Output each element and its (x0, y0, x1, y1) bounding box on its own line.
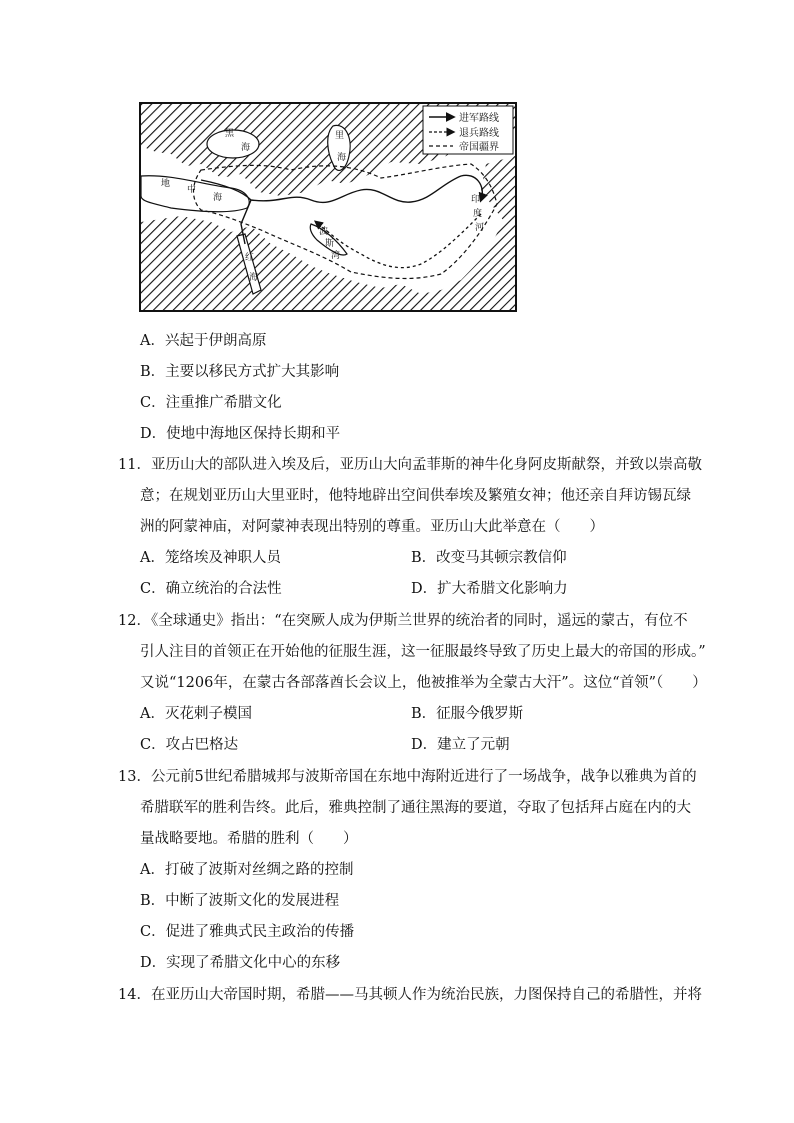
map-svg (141, 104, 515, 310)
retreat-route (316, 214, 481, 268)
map-label-med-2: 中 (187, 185, 197, 195)
q11-stem-line-3: 洲的阿蒙神庙，对阿蒙神表现出特别的尊重。亚历山大此举意在（ ） (140, 519, 604, 535)
q11-option-c[interactable]: C．确立统治的合法性 (140, 581, 282, 597)
map-label-red-sea-2: 海 (249, 273, 259, 283)
q13-option-b[interactable]: B．中断了波斯文化的发展进程 (140, 893, 340, 909)
map-legend (423, 106, 513, 154)
legend-border: 帝国疆界 (459, 142, 499, 153)
map-label-indus-3: 河 (475, 223, 485, 233)
legend-retreat: 退兵路线 (459, 128, 499, 139)
map-label-gulf-1: 波 (319, 227, 329, 237)
q13-option-d[interactable]: D．实现了希腊文化中心的东移 (140, 955, 341, 971)
q12-stem-line-2: 引人注目的首领正在开始他的征服生涯，这一征服最终导致了历史上最大的帝国的形成。” (140, 644, 706, 660)
q11-option-b[interactable]: B．改变马其顿宗教信仰 (411, 550, 567, 566)
map-label-red-sea-1: 红 (245, 253, 255, 263)
q13-stem-line-3: 量战略要地。希腊的胜利（ ） (140, 831, 358, 847)
q10-option-b[interactable]: B．主要以移民方式扩大其影响 (140, 364, 340, 380)
q11-option-d[interactable]: D．扩大希腊文化影响力 (411, 581, 568, 597)
q11-option-a[interactable]: A．笼络埃及神职人员 (140, 550, 281, 566)
legend-advance: 进军路线 (459, 113, 499, 124)
q12-option-a[interactable]: A．灭花剌子模国 (140, 706, 252, 722)
map-label-indus-1: 印 (471, 195, 481, 205)
q13-option-c[interactable]: C．促进了雅典式民主政治的传播 (140, 924, 355, 940)
map-label-indus-2: 度 (473, 209, 483, 219)
q14-stem-line-1: 14．在亚历山大帝国时期，希腊——马其顿人作为统治民族，力图保持自己的希腊性，并将 (118, 987, 702, 1003)
q10-option-d[interactable]: D．使地中海地区保持长期和平 (140, 426, 341, 442)
map-label-black-sea-1: 黑 (225, 129, 235, 139)
q12-stem-line-3: 又说“1206年，在蒙古各部落酋长会议上，他被推举为全蒙古大汗”。这位“首领”（ ） (140, 675, 707, 691)
map-label-gulf-3: 湾 (331, 251, 341, 261)
alexander-campaign-map (139, 102, 517, 312)
q13-stem-line-2: 希腊联军的胜利告终。此后，雅典控制了通往黑海的要道，夺取了包括拜占庭在内的大 (140, 800, 691, 816)
q12-option-c[interactable]: C．攻占巴格达 (140, 737, 239, 753)
map-label-black-sea-2: 海 (241, 143, 251, 153)
q11-stem-line-2: 意；在规划亚历山大里亚时，他特地辟出空间供奉埃及繁殖女神；他还亲自拜访锡瓦绿 (140, 488, 691, 504)
q10-option-a[interactable]: A．兴起于伊朗高原 (140, 333, 267, 349)
map-label-med-1: 地 (161, 179, 171, 189)
q12-stem-line-1: 12．《全球通史》指出：“在突厥人成为伊斯兰世界的统治者的同时，遥远的蒙古，有位不 (118, 613, 688, 629)
q10-option-c[interactable]: C．注重推广希腊文化 (140, 395, 282, 411)
q11-stem-line-1: 11．亚历山大的部队进入埃及后，亚历山大向孟菲斯的神牛化身阿皮斯献祭，并致以崇高敬 (118, 457, 702, 473)
q13-stem-line-1: 13．公元前5世纪希腊城邦与波斯帝国在东地中海附近进行了一场战争，战争以雅典为首的 (118, 769, 697, 785)
map-label-caspian-2: 海 (337, 153, 347, 163)
map-label-gulf-2: 斯 (325, 239, 335, 249)
q13-option-a[interactable]: A．打破了波斯对丝绸之路的控制 (140, 862, 354, 878)
q12-option-d[interactable]: D．建立了元朝 (411, 737, 510, 753)
q12-option-b[interactable]: B．征服今俄罗斯 (411, 706, 524, 722)
map-label-med-3: 海 (213, 193, 223, 203)
map-label-caspian-1: 里 (335, 131, 345, 141)
